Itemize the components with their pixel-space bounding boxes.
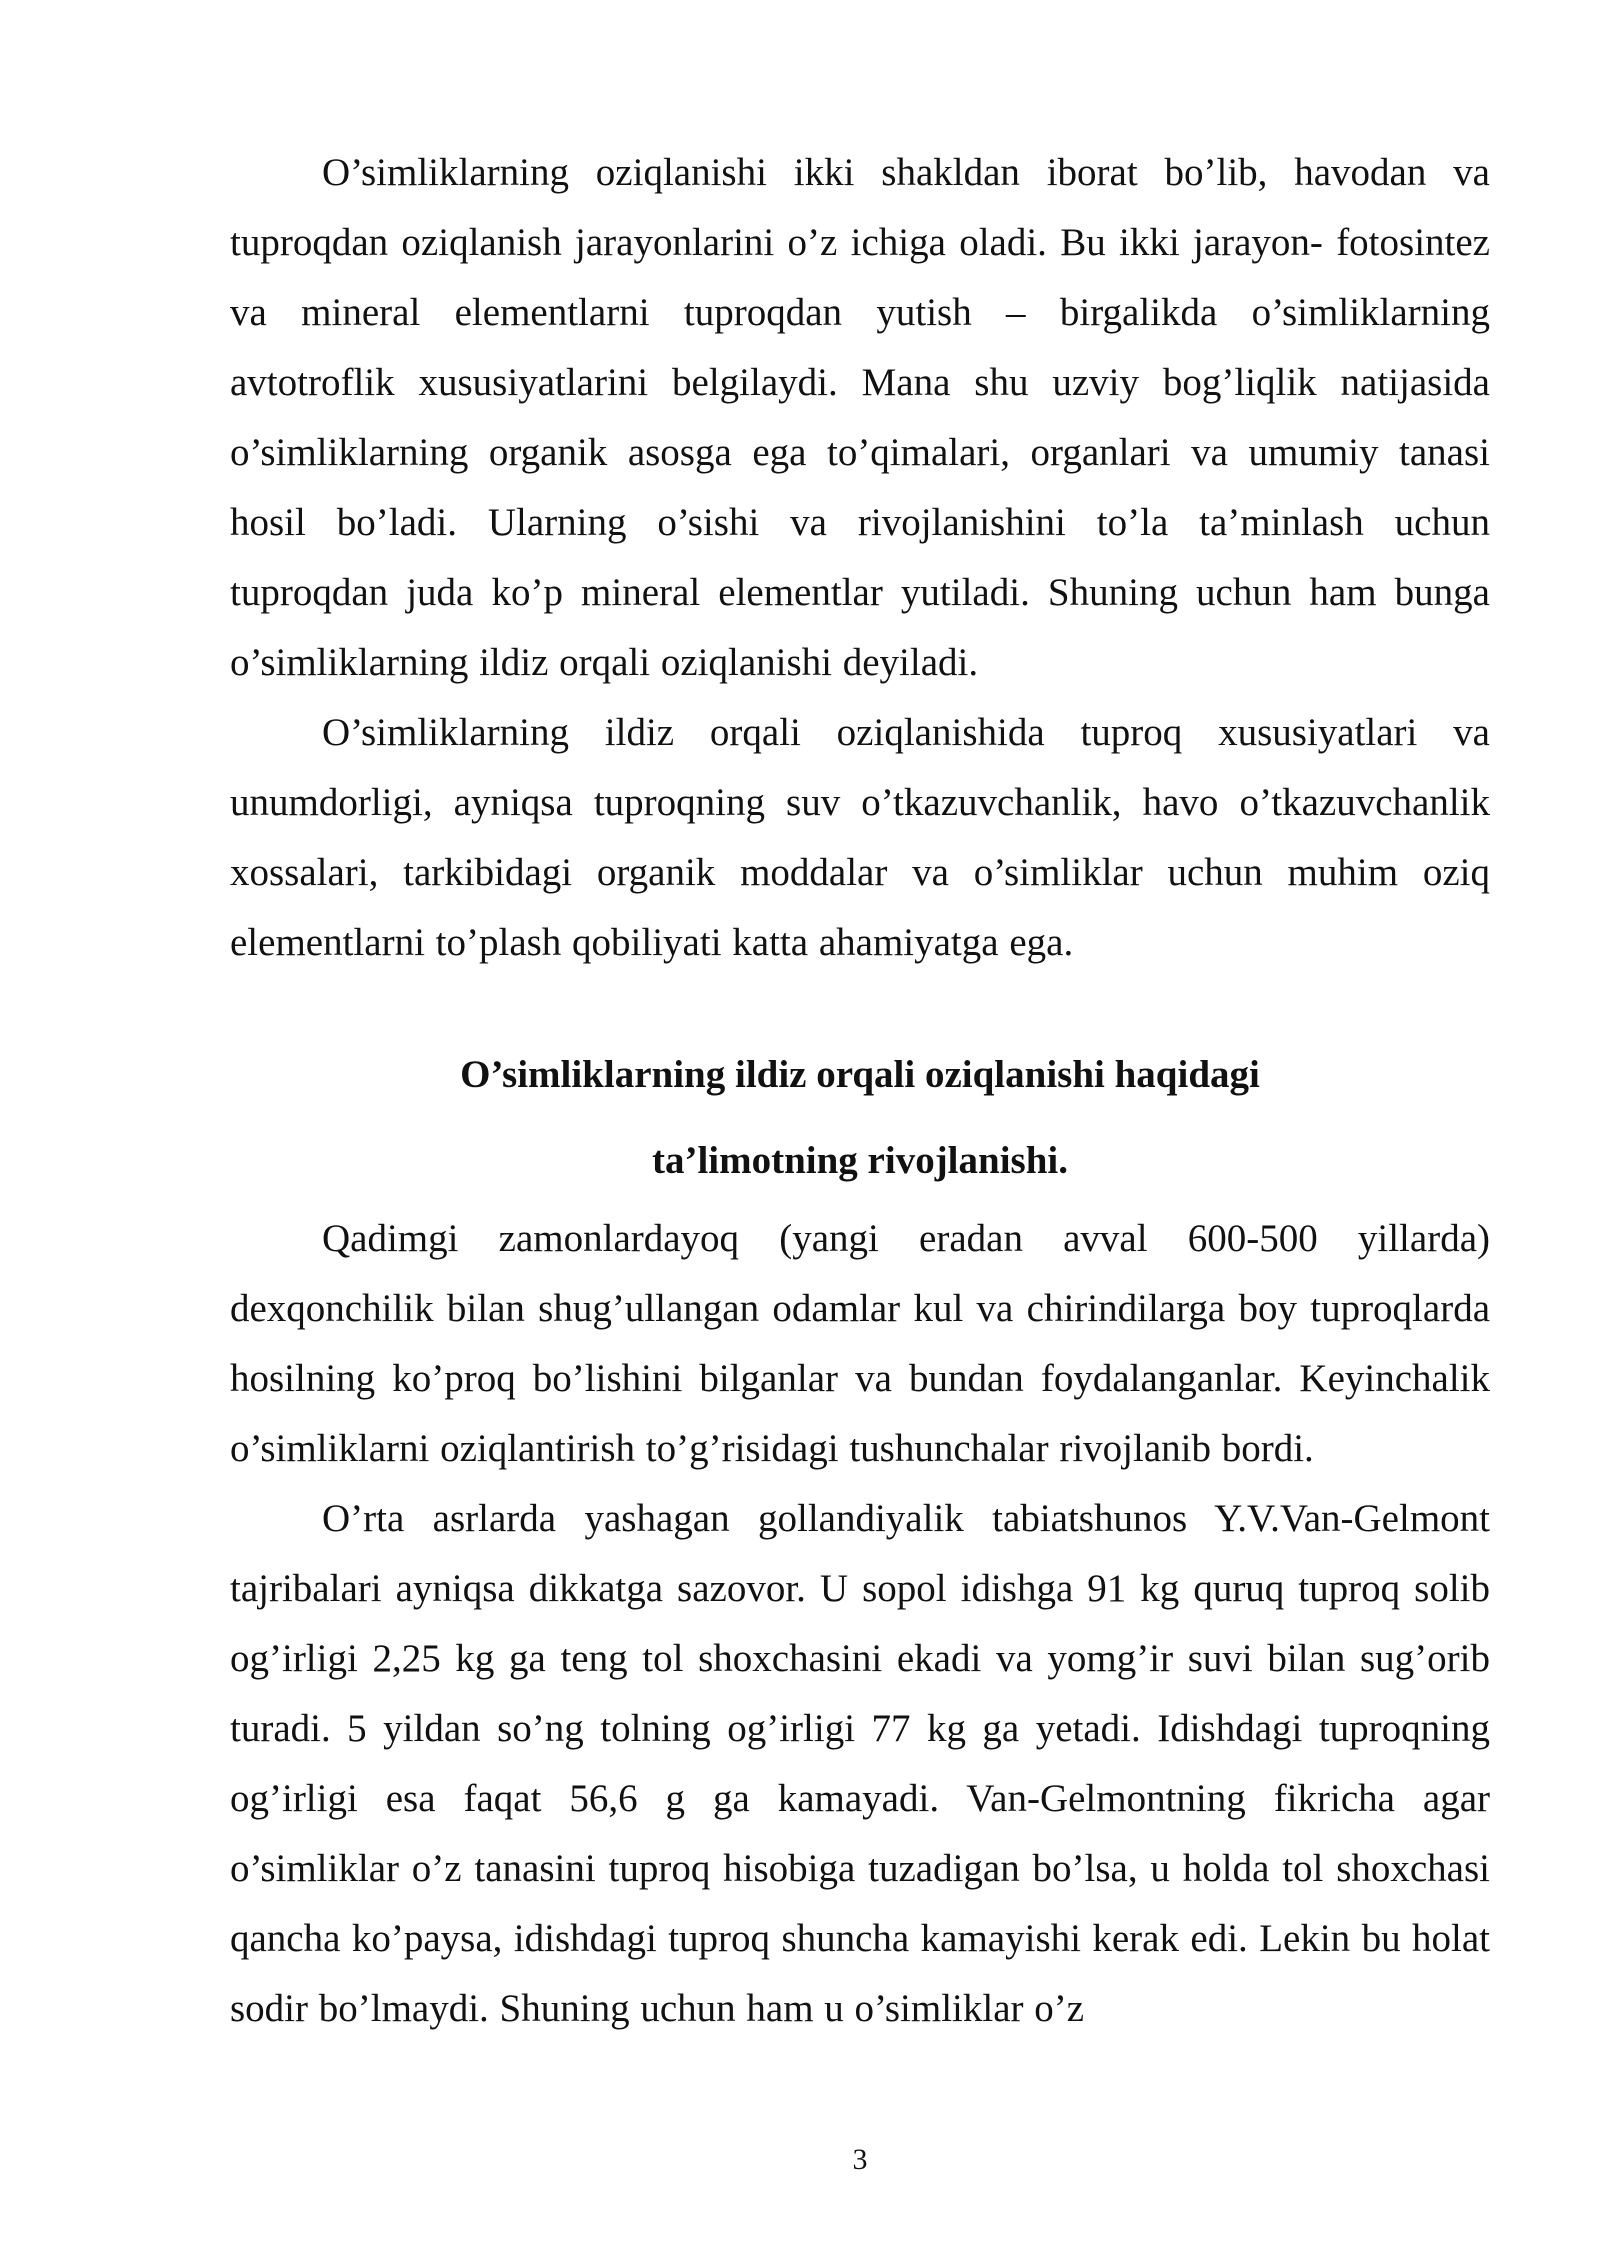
section-heading-line-2: ta’limotning rivojlanishi.	[651, 1139, 1069, 1182]
section-heading-line-1: O’simliklarning ildiz orqali oziqlanishi haqidagi	[460, 1053, 1260, 1096]
paragraph-nutrition-forms: O’simliklarning oziqlanishi ikki shakldan iborat bo’lib, havodan va tuproqdan oziqlanish jarayonlarini o’z ichiga oladi. Bu ikki jarayon- fotosintez va mineral elementlarni tuproqdan yutish – birgalikda o’simliklarning avtotroflik xususiyatlarini belgilaydi. Mana shu uzviy bog’liqlik natijasida o’simliklarning organik asosga ega to’qimalari, organlari va umumiy tanasi hosil bo’ladi. Ularning o’sishi va rivojlanishini to’la ta’minlash uchun tuproqdan juda ko’p mineral elementlar yutiladi. Shuning uchun ham bunga o’simliklarning ildiz orqali oziqlanishi deyiladi.	[230, 151, 1490, 684]
paragraph-van-gelmont: O’rta asrlarda yashagan gollandiyalik tabiatshunos Y.V.Van-Gelmont tajribalari ayniqsa dikkatga sazovor. U sopol idishga 91 kg quruq tuproq solib og’irligi 2,25 kg ga teng tol shoxchasini ekadi va yomg’ir suvi bilan sug’orib turadi. 5 yildan so’ng tolning og’irligi 77 kg ga yetadi. Idishdagi tuproqning og’irligi esa faqat 56,6 g ga kamayadi. Van-Gelmontning fikricha agar o’simliklar o’z tanasini tuproq hisobiga tuzadigan bo’lsa, u holda tol shoxchasi qancha ko’paysa, idishdagi tuproq shuncha kamayishi kerak edi. Lekin bu holat sodir bo’lmaydi. Shuning uchun ham u o’simliklar o’z	[230, 1497, 1490, 2030]
paragraph-ancient-times: Qadimgi zamonlardayoq (yangi eradan avval 600-500 yillarda) dexqonchilik bilan shug’ullangan odamlar kul va chirindilarga boy tuproqlarda hosilning ko’proq bo’lishini bilganlar va bundan foydalanganlar. Keyinchalik o’simliklarni oziqlantirish to’g’risidagi tushunchalar rivojlanib bordi.	[230, 1217, 1490, 1470]
page-number: 3	[852, 2143, 868, 2176]
paragraph-soil-properties: O’simliklarning ildiz orqali oziqlanishida tuproq xususiyatlari va unumdorligi, ayniqsa tuproqning suv o’tkazuvchanlik, havo o’tkazuvchanlik xossalari, tarkibidagi organik moddalar va o’simliklar uchun muhim oziq elementlarni to’plash qobiliyati katta ahamiyatga ega.	[230, 711, 1490, 964]
spacer	[230, 978, 1490, 1032]
document-body	[230, 138, 1490, 2044]
